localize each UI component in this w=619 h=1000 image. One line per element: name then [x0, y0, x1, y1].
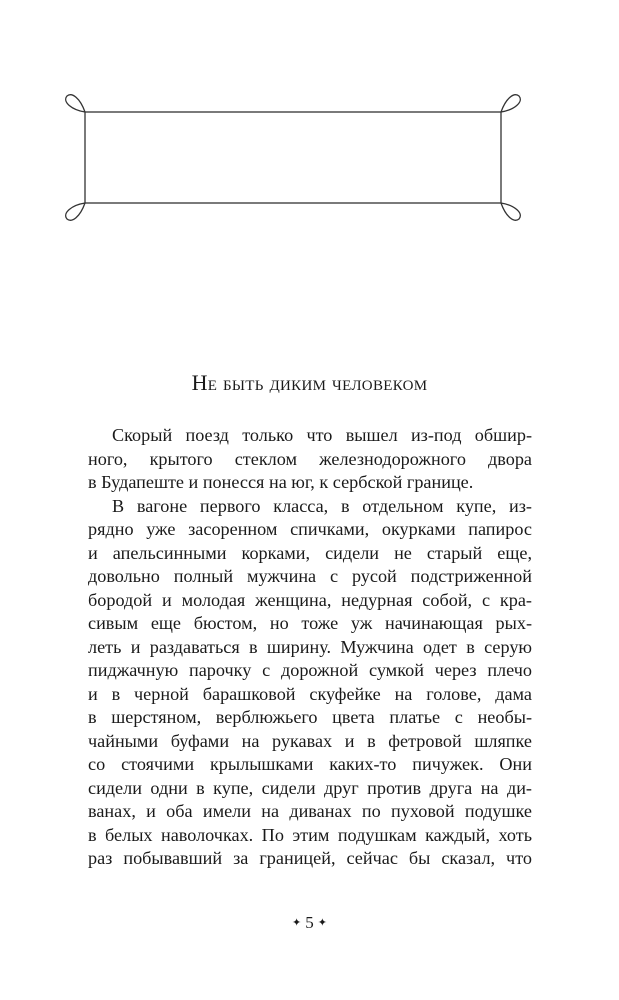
- text-line: раз побывавший за границей, сейчас бы сказал, что: [88, 848, 532, 868]
- text-line: сидели одни в купе, сидели друг против друга на ди-: [88, 777, 532, 798]
- text-line: и в черной барашковой скуфейке на голове, дама: [88, 683, 532, 704]
- ornament-left-icon: ✦: [292, 917, 302, 929]
- decorative-frame: [0, 0, 619, 260]
- text-line: со стоячими крылышками каких-то пичужек. Они: [88, 754, 532, 774]
- text-line: ного, крытого стеклом железнодорожного двора: [88, 448, 532, 469]
- page-number: [0, 913, 619, 933]
- page-number-value: 5: [305, 913, 314, 932]
- text-line: В вагоне первого класса, в отдельном купе, из-: [112, 495, 532, 516]
- chapter-title: Не быть диким человеком: [191, 370, 428, 395]
- text-line: ванах, и оба имели на диванах по пуховой подушке: [88, 801, 532, 821]
- text-line: Скорый поезд только что вышел из-под обшир-: [112, 425, 532, 445]
- text-line: бородой и молодая женщина, недурная собой, с кра-: [88, 589, 532, 610]
- text-line: сивым еще бюстом, но тоже уж начинающая рых-: [88, 613, 532, 633]
- text-line: в белых наволочках. По этим подушкам каждый, хоть: [88, 824, 532, 845]
- text-line: и апельсинными корками, сидели не старый еще,: [88, 542, 532, 563]
- text-line: пиджачную парочку с дорожной сумкой через плечо: [88, 660, 532, 680]
- text-line: рядно уже засоренном спичками, окурками папирос: [88, 519, 532, 539]
- text-line: в Будапеште и понесся на юг, к сербской границе.: [88, 472, 474, 492]
- body-text: [88, 424, 532, 871]
- text-line: леть и раздаваться в ширину. Мужчина одет в серую: [88, 636, 532, 657]
- text-line: чайными буфами на рукавах и в фетровой шляпке: [88, 730, 532, 751]
- text-line: довольно полный мужчина с русой подстриженной: [88, 566, 532, 586]
- text-line: в шерстяном, верблюжьего цвета платье с необы-: [88, 707, 532, 727]
- ornament-right-icon: ✦: [317, 917, 327, 929]
